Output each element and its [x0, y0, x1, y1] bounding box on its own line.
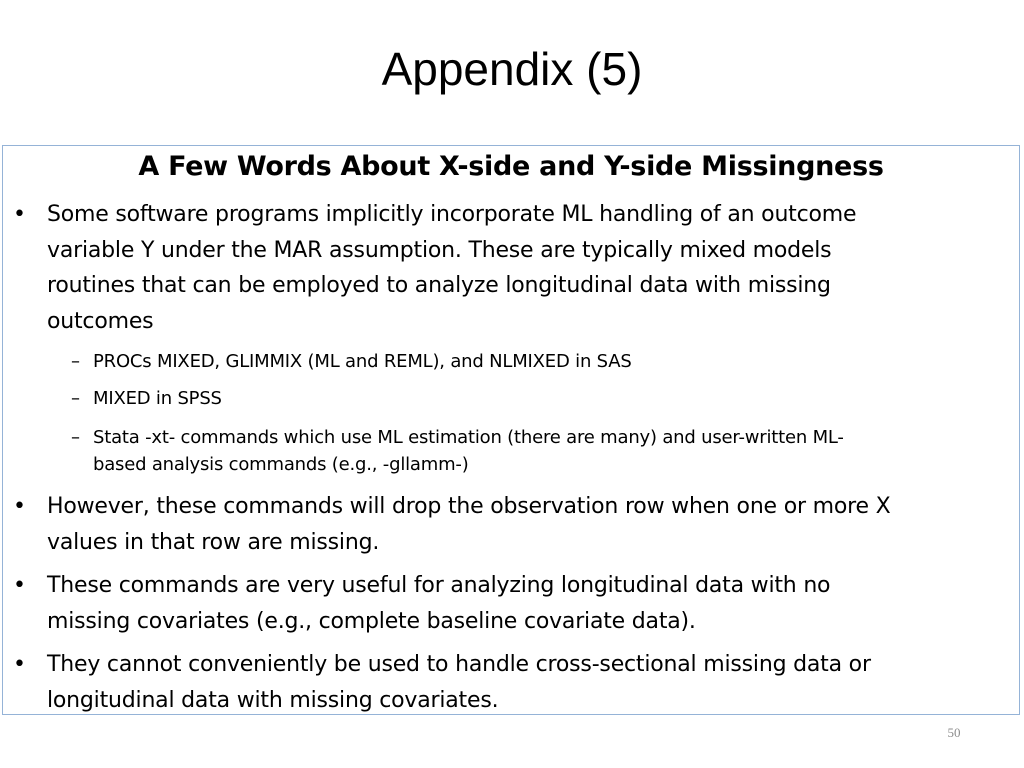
- bullet-item-4: [47, 647, 1007, 718]
- bullet-line: These commands are very useful for analyzing longitudinal data with no: [47, 573, 831, 598]
- bullet-marker: •: [13, 573, 26, 598]
- bullet-line: values in that row are missing.: [47, 529, 380, 555]
- sub-bullet-marker: –: [71, 351, 80, 372]
- sub-line: MIXED in SPSS: [93, 388, 222, 409]
- bullet-line: missing covariates (e.g., complete baseline covariate data).: [47, 608, 696, 634]
- bullet-item-1: [47, 197, 1007, 339]
- sub-bullet-marker: –: [71, 388, 80, 409]
- sub-item-sas: [93, 348, 993, 375]
- bullet-line: However, these commands will drop the observation row when one or more X: [47, 494, 891, 519]
- sub-item-spss: [93, 385, 993, 412]
- sub-line: PROCs MIXED, GLIMMIX (ML and REML), and NLMIXED in SAS: [93, 351, 632, 372]
- bullet-line: longitudinal data with missing covariates.: [47, 687, 499, 713]
- page-number: 50: [947, 725, 961, 740]
- bullet-line: routines that can be employed to analyze longitudinal data with missing: [47, 273, 831, 298]
- sub-item-stata: [93, 424, 993, 478]
- bullet-line: outcomes: [47, 308, 154, 334]
- bullet-marker: •: [13, 494, 26, 519]
- bullet-marker: •: [13, 652, 26, 677]
- sub-line: based analysis commands (e.g., -gllamm-): [93, 454, 469, 475]
- bullet-marker: •: [13, 202, 26, 227]
- bullet-item-2: [47, 489, 1007, 560]
- sub-bullet-marker: –: [71, 427, 80, 448]
- slide-title: Appendix (5): [381, 43, 643, 95]
- bullet-line: They cannot conveniently be used to handle cross-sectional missing data or: [47, 652, 871, 677]
- bullet-line: variable Y under the MAR assumption. These are typically mixed models: [47, 237, 832, 263]
- box-heading: A Few Words About X-side and Y-side Missingness: [138, 151, 884, 182]
- bullet-item-3: [47, 568, 1007, 639]
- sub-line: Stata -xt- commands which use ML estimation (there are many) and user-written ML-: [93, 427, 844, 448]
- bullet-line: Some software programs implicitly incorporate ML handling of an outcome: [47, 202, 857, 227]
